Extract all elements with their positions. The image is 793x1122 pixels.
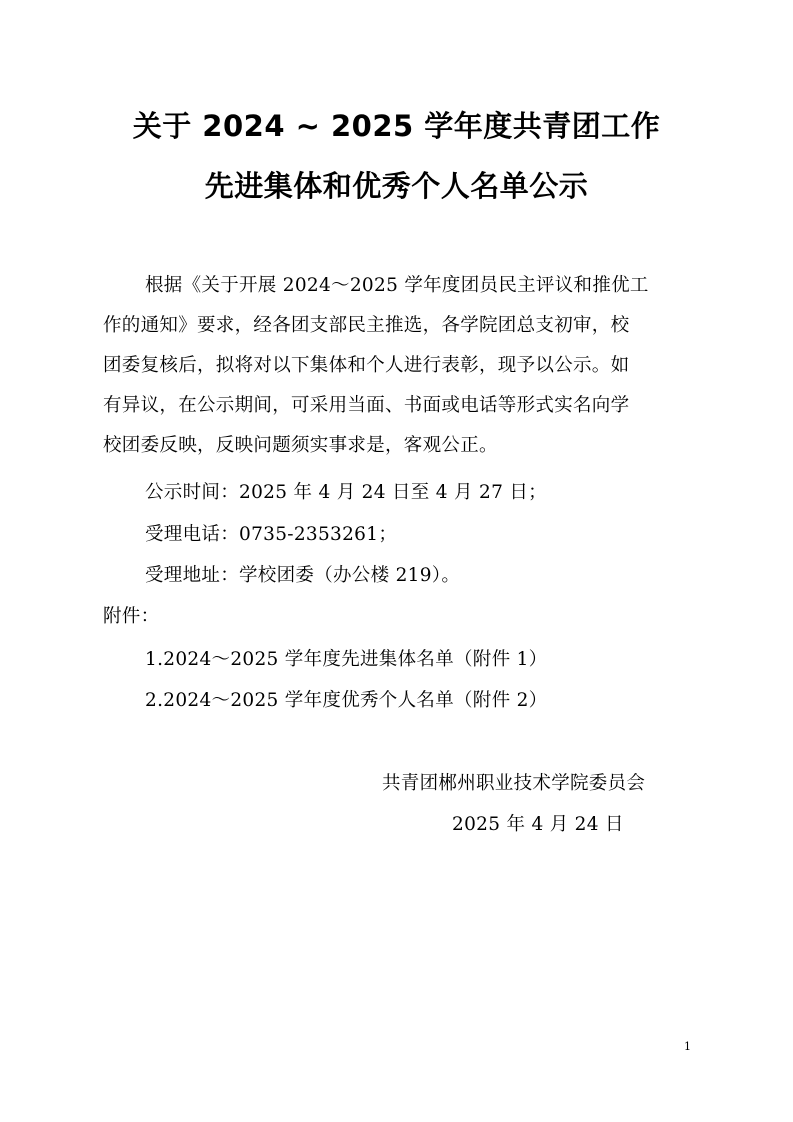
attachments-heading: 附件： bbox=[103, 606, 160, 627]
intro-line: 团委复核后，拟将对以下集体和个人进行表彰，现予以公示。如 bbox=[103, 355, 630, 376]
intro-line: 有异议，在公示期间，可采用当面、书面或电话等形式实名向学 bbox=[103, 395, 630, 416]
contact-address: 受理地址：学校团委（办公楼 219）。 bbox=[145, 565, 461, 586]
intro-paragraph bbox=[103, 266, 695, 466]
signature-organization: 共青团郴州职业技术学院委员会 bbox=[382, 773, 646, 794]
attachment-item-1: 1.2024～2025 学年度先进集体名单（附件 1） bbox=[145, 649, 548, 670]
intro-line: 根据《关于开展 2024～2025 学年度团员民主评议和推优工 bbox=[145, 275, 649, 296]
document-title-line-2: 先进集体和优秀个人名单公示 bbox=[204, 169, 589, 203]
signature-date: 2025 年 4 月 24 日 bbox=[452, 814, 624, 835]
attachment-item-2: 2.2024～2025 学年度优秀个人名单（附件 2） bbox=[145, 690, 548, 711]
notice-period: 公示时间：2025 年 4 月 24 日至 4 月 27 日； bbox=[145, 482, 547, 503]
page-number: 1 bbox=[684, 1040, 691, 1053]
document-title-line-1: 关于 2024 ~ 2025 学年度共青团工作 bbox=[132, 109, 661, 143]
intro-line: 作的通知》要求，经各团支部民主推选，各学院团总支初审，校 bbox=[103, 315, 630, 336]
intro-line: 校团委反映，反映问题须实事求是，客观公正。 bbox=[103, 435, 498, 456]
contact-phone: 受理电话：0735-2353261； bbox=[145, 524, 398, 545]
